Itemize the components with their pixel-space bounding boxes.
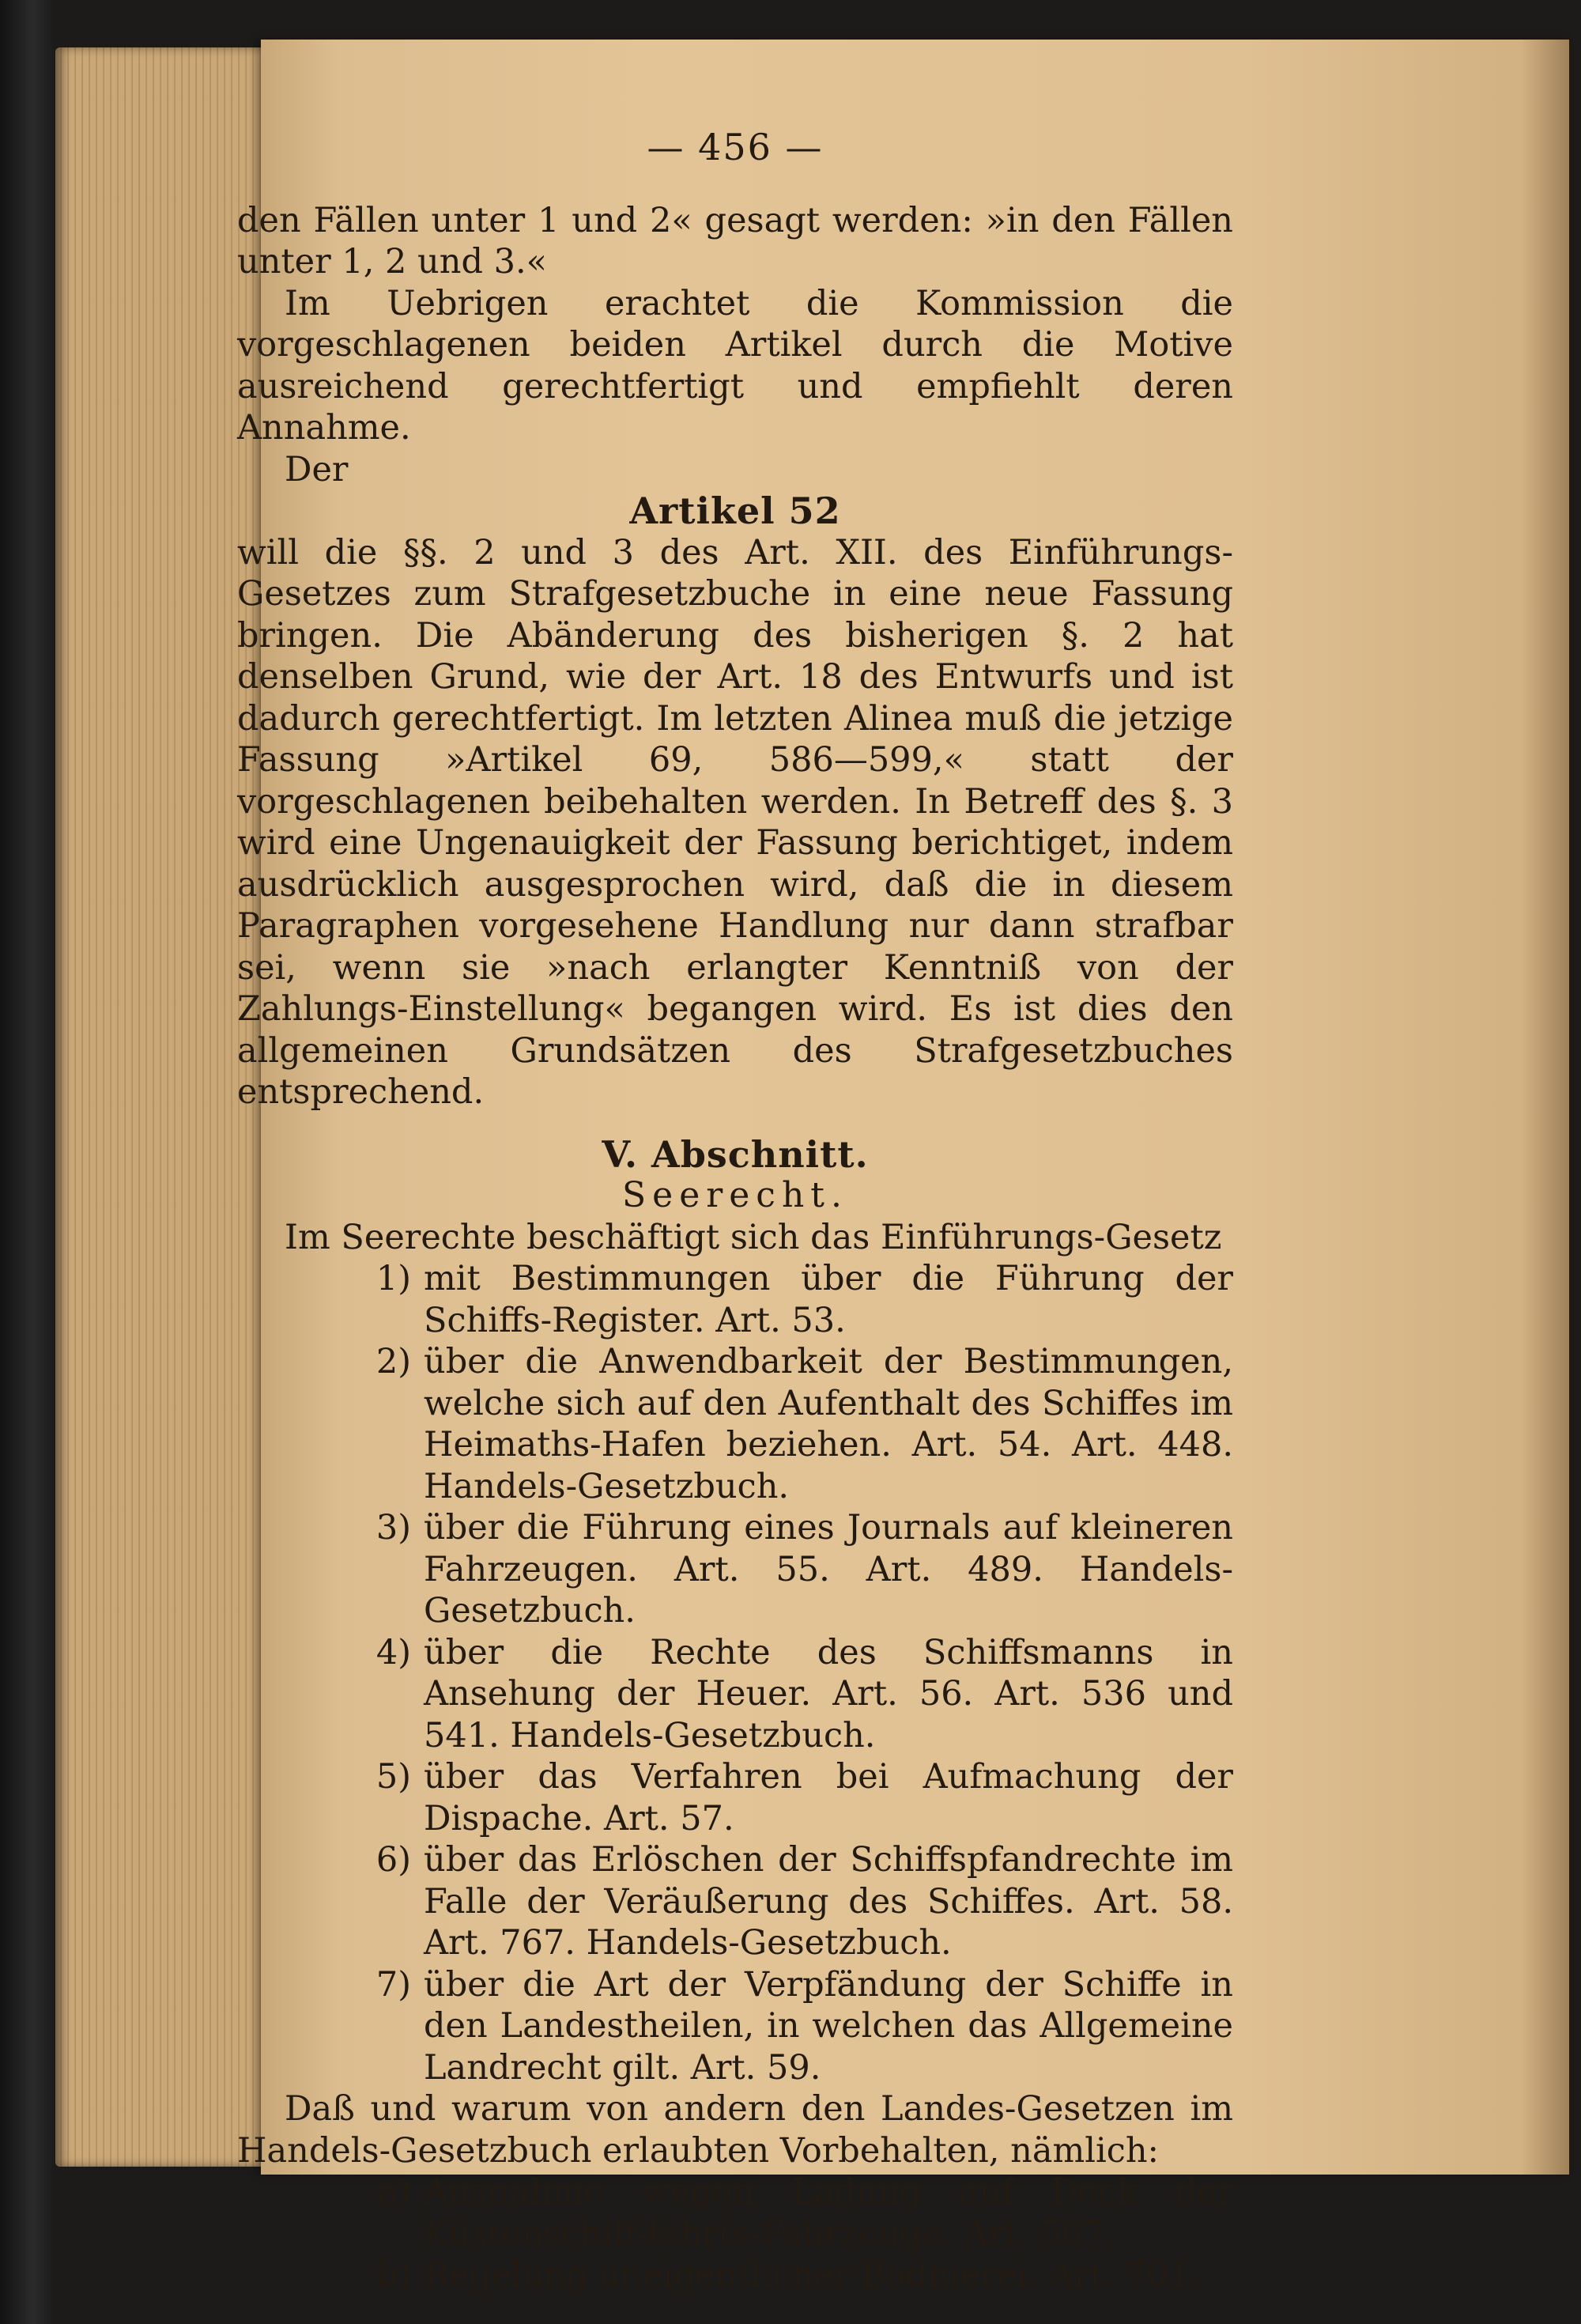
list-item-text: über das Verfahren bei Aufmachung der Dispache. Art. 57. bbox=[424, 1757, 1233, 1838]
list-item bbox=[237, 1964, 1233, 2089]
sub-list-item bbox=[237, 2254, 1233, 2296]
list-item-text: über das Erlöschen der Schiffspfandrechte im Falle der Veräußerung des Schiffes. Art. 58. Art. 767. Handels-Gesetzbuch. bbox=[424, 1840, 1233, 1963]
list-item-number: 2) bbox=[375, 1342, 411, 1381]
list-item bbox=[237, 1341, 1233, 1507]
article-paragraph: will die §§. 2 und 3 des Art. XII. des Einführungs-Gesetzes zum Strafgesetzbuche in eine neue Fassung bringen. Die Abänderung des bisherigen §. 2 hat denselben Grund, wie der Art. 18 des Entwurfs und ist dadurch gerechtfertigt. Im letzten Alinea muß die jetzige Fassung »Artikel 69, 586—599,« statt der vorgeschlagenen beibehalten werden. In Betreff des §. 3 wird eine Ungenauigkeit der Fassung berichtiget, indem ausdrücklich ausgesprochen wird, daß die in diesem Paragraphen vorgesehene Handlung nur dann strafbar sei, wenn sie »nach erlangter Kenntniß von der Zahlungs-Einstellung« begangen wird. Es ist dies den allgemeinen Grundsätzen des Strafgesetzbuches entsprechend. bbox=[237, 532, 1233, 1112]
page-text bbox=[237, 127, 1233, 2296]
list-item-number: 4) bbox=[375, 1632, 411, 1672]
list-item-number: 3) bbox=[375, 1508, 411, 1547]
list-item-text: über die Anwendbarkeit der Bestimmungen, welche sich auf den Aufenthalt des Schiffes im Heimaths-Hafen beziehen. Art. 54. Art. 448. Handels-Gesetzbuch. bbox=[424, 1342, 1233, 1506]
list-item-number: 5) bbox=[375, 1757, 411, 1797]
sub-list-item-letter: b) bbox=[375, 2255, 411, 2295]
list-item bbox=[237, 1632, 1233, 1757]
list-item bbox=[237, 1507, 1233, 1632]
list-item-text: über die Führung eines Journals auf kleineren Fahrzeugen. Art. 55. Art. 489. Handels-Gesetzbuch. bbox=[424, 1508, 1233, 1631]
sub-list-item-text: Regelung uneigentlicher Bodmerei. Art. 701. bbox=[424, 2255, 1201, 2295]
section-heading: V. Abschnitt. bbox=[602, 1132, 869, 1176]
seerecht-paragraph: Im Seerechte beschäftigt sich das Einführungs-Gesetz bbox=[285, 1217, 1222, 1257]
sub-list-item-text: Ausnahme wegen Ladung auf Deck der Küstenschiff-fahrts-Fahrzeuge. Art. 567. bbox=[424, 2172, 1233, 2254]
page-number: — 456 — bbox=[647, 126, 824, 168]
commission-paragraph: Im Uebrigen erachtet die Kommission die vorgeschlagenen beiden Artikel durch die Motive ausreichend gerechtfertigt und empfiehlt deren Annahme. bbox=[237, 283, 1233, 448]
lettered-list bbox=[237, 2171, 1233, 2296]
list-item-text: mit Bestimmungen über die Führung der Schiffs-Register. Art. 53. bbox=[424, 1259, 1233, 1340]
list-item-number: 6) bbox=[375, 1840, 411, 1880]
der-label: Der bbox=[285, 449, 349, 489]
book-cover-edge bbox=[0, 0, 55, 2324]
numbered-list bbox=[237, 1258, 1233, 2088]
page-gutter-shadow bbox=[1522, 40, 1569, 2175]
article-heading: Artikel 52 bbox=[629, 489, 841, 532]
list-item-number: 1) bbox=[375, 1259, 411, 1298]
sub-list-item-letter: a) bbox=[377, 2172, 411, 2212]
intro-paragraph: den Fällen unter 1 und 2« gesagt werden: »in den Fällen unter 1, 2 und 3.« bbox=[237, 200, 1233, 282]
list-item-text: über die Rechte des Schiffsmanns in Ansehung der Heuer. Art. 56. Art. 536 und 541. Handels-Gesetzbuch. bbox=[424, 1632, 1233, 1755]
list-item bbox=[237, 1839, 1233, 1964]
list-item-text: über die Art der Verpfändung der Schiffe in den Landestheilen, in welchen das Allgemeine Landrecht gilt. Art. 59. bbox=[424, 1964, 1233, 2088]
list-item-number: 7) bbox=[375, 1964, 411, 2005]
list-item bbox=[237, 1258, 1233, 1341]
sub-list-item bbox=[237, 2171, 1233, 2254]
section-subtitle: Seerecht. bbox=[622, 1175, 848, 1215]
list-item bbox=[237, 1756, 1233, 1839]
vorbehalte-paragraph: Daß und warum von andern den Landes-Gesetzen im Handels-Gesetzbuch erlaubten Vorbehalten, nämlich: bbox=[237, 2089, 1233, 2171]
